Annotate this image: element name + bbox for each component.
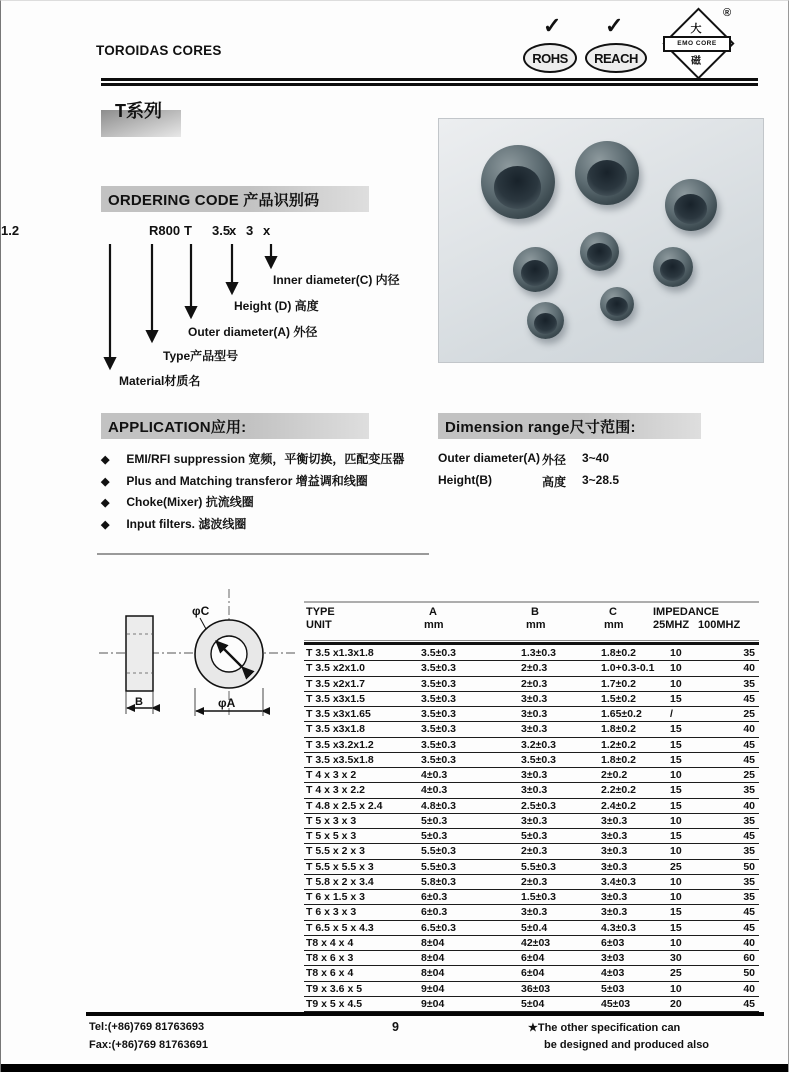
toroid-core-image xyxy=(481,145,555,219)
cell-b: 42±03 xyxy=(521,936,551,949)
table-row xyxy=(304,860,759,875)
table-row xyxy=(304,951,759,966)
dimension-cn-label: 外径 xyxy=(542,453,567,467)
cell-100mhz: 45 xyxy=(743,753,755,766)
cell-100mhz: 50 xyxy=(743,967,755,980)
cell-type: T 3.5 x3x1.65 xyxy=(306,708,371,721)
toroid-core-image xyxy=(653,247,693,287)
cell-100mhz: 35 xyxy=(743,875,755,888)
cell-c: 4±03 xyxy=(601,967,625,980)
cell-type: T 3.5 x3x1.5 xyxy=(306,692,365,705)
cell-25mhz: 10 xyxy=(670,936,682,949)
cell-type: T 6.5 x 5 x 4.3 xyxy=(306,921,374,934)
cell-type: T 3.5 x3.5x1.8 xyxy=(306,753,374,766)
cell-25mhz: 15 xyxy=(670,921,682,934)
cell-type: T 3.5 x1.3x1.8 xyxy=(306,647,374,660)
cell-c: 2.2±0.2 xyxy=(601,784,636,797)
table-row xyxy=(304,829,759,844)
logo-bottom-glyph: 磁 xyxy=(691,56,701,67)
cell-type: T9 x 5 x 4.5 xyxy=(306,997,363,1010)
cell-a: 6±0.3 xyxy=(421,906,448,919)
cell-100mhz: 45 xyxy=(743,830,755,843)
cell-25mhz: 30 xyxy=(670,952,682,965)
cell-type: T9 x 3.6 x 5 xyxy=(306,982,363,995)
cell-100mhz: 40 xyxy=(743,982,755,995)
cell-c: 3±0.3 xyxy=(601,814,628,827)
cell-100mhz: 60 xyxy=(743,952,755,965)
table-row xyxy=(304,814,759,829)
dimension-en-label: Outer diameter(A) xyxy=(438,451,541,465)
col-header-type: TYPE xyxy=(306,606,335,618)
cell-25mhz: / xyxy=(670,708,673,721)
cell-100mhz: 40 xyxy=(743,662,755,675)
cell-c: 1.5±0.2 xyxy=(601,692,636,705)
cell-100mhz: 50 xyxy=(743,860,755,873)
ordering-label: Material材质名 xyxy=(119,374,201,388)
col-header-c: C xyxy=(609,606,617,618)
cell-25mhz: 15 xyxy=(670,738,682,751)
cell-type: T 5 x 3 x 3 xyxy=(306,814,357,827)
cell-100mhz: 35 xyxy=(743,814,755,827)
cell-c: 3±0.3 xyxy=(601,906,628,919)
cell-b: 3±0.3 xyxy=(521,708,548,721)
cell-c: 1.0+0.3-0.1 xyxy=(601,662,655,675)
ordering-code-part: 1.2 xyxy=(1,223,20,238)
table-row xyxy=(304,722,759,737)
col-header-b-unit: mm xyxy=(526,619,546,631)
application-item xyxy=(101,515,431,537)
cell-a: 6.5±0.3 xyxy=(421,921,456,934)
dimension-drawing xyxy=(96,587,306,729)
cell-c: 1.2±0.2 xyxy=(601,738,636,751)
toroid-core-hole xyxy=(587,243,612,265)
cell-c: 3±03 xyxy=(601,952,625,965)
col-header-impedance: IMPEDANCE xyxy=(653,606,720,618)
cell-b: 3±0.3 xyxy=(521,692,548,705)
cell-c: 6±03 xyxy=(601,936,625,949)
table-row xyxy=(304,966,759,981)
cell-25mhz: 10 xyxy=(670,677,682,690)
application-item-text: Plus and Matching transferor 增益调和线圈 xyxy=(126,473,368,488)
cell-b: 36±03 xyxy=(521,982,551,995)
cell-c: 45±03 xyxy=(601,997,631,1010)
cell-a: 3.5±0.3 xyxy=(421,738,456,751)
toroid-core-hole xyxy=(521,260,549,286)
table-row xyxy=(304,875,759,890)
cell-a: 5.8±0.3 xyxy=(421,875,456,888)
col-header-a: A xyxy=(429,606,437,618)
cell-25mhz: 10 xyxy=(670,845,682,858)
cell-25mhz: 10 xyxy=(670,662,682,675)
table-row xyxy=(304,707,759,722)
table-row xyxy=(304,921,759,936)
dimension-value: 3~28.5 xyxy=(582,473,620,487)
cell-type: T 4.8 x 2.5 x 2.4 xyxy=(306,799,383,812)
dimension-range-row xyxy=(438,473,718,495)
cell-b: 2.5±0.3 xyxy=(521,799,556,812)
cell-type: T 3.5 x2x1.7 xyxy=(306,677,365,690)
cell-a: 8±04 xyxy=(421,967,445,980)
toroid-core-hole xyxy=(534,313,557,334)
cell-100mhz: 45 xyxy=(743,692,755,705)
cell-c: 5±03 xyxy=(601,982,625,995)
toroid-core-image xyxy=(527,302,564,339)
cell-type: T 3.5 x3.2x1.2 xyxy=(306,738,374,751)
cell-25mhz: 10 xyxy=(670,769,682,782)
toroid-core-image xyxy=(575,141,639,205)
cell-100mhz: 45 xyxy=(743,997,755,1010)
cell-100mhz: 35 xyxy=(743,784,755,797)
logo-banner-text: EMO CORE xyxy=(663,36,731,52)
col-header-unit: UNIT xyxy=(306,619,332,631)
cell-b: 5±0.4 xyxy=(521,921,548,934)
cell-a: 4±0.3 xyxy=(421,769,448,782)
table-row xyxy=(304,844,759,859)
cell-100mhz: 45 xyxy=(743,921,755,934)
cell-a: 8±04 xyxy=(421,936,445,949)
phi-a-label: φA xyxy=(218,696,236,710)
cell-c: 3±0.3 xyxy=(601,891,628,904)
header-rule-top xyxy=(101,78,758,81)
table-row xyxy=(304,661,759,676)
cell-c: 4.3±0.3 xyxy=(601,921,636,934)
table-row xyxy=(304,677,759,692)
product-photo xyxy=(438,118,764,363)
col-header-c-unit: mm xyxy=(604,619,624,631)
footer-fax: Fax:(+86)769 81763691 xyxy=(89,1039,208,1051)
toroid-core-image xyxy=(665,179,717,231)
col-header-b: B xyxy=(531,606,539,618)
table-row xyxy=(304,768,759,783)
cell-b: 3±0.3 xyxy=(521,814,548,827)
cell-b: 2±0.3 xyxy=(521,845,548,858)
ordering-label: Height (D) 高度 xyxy=(234,299,319,313)
cell-b: 3±0.3 xyxy=(521,723,548,736)
cell-a: 4.8±0.3 xyxy=(421,799,456,812)
cell-b: 1.3±0.3 xyxy=(521,647,556,660)
cell-a: 3.5±0.3 xyxy=(421,723,456,736)
page-number: 9 xyxy=(392,1020,399,1034)
toroid-core-hole xyxy=(587,160,627,196)
cell-100mhz: 25 xyxy=(743,769,755,782)
table-row xyxy=(304,753,759,768)
cell-100mhz: 45 xyxy=(743,906,755,919)
cell-b: 1.5±0.3 xyxy=(521,891,556,904)
cell-b: 3±0.3 xyxy=(521,784,548,797)
table-row xyxy=(304,905,759,920)
diamond-bullet-icon: ◆ xyxy=(101,519,110,532)
cell-c: 2±0.2 xyxy=(601,769,628,782)
table-row xyxy=(304,982,759,997)
cell-25mhz: 25 xyxy=(670,967,682,980)
table-row xyxy=(304,783,759,798)
table-row xyxy=(304,890,759,905)
ordering-label: Type产品型号 xyxy=(163,349,239,363)
table-row xyxy=(304,738,759,753)
ordering-code-part: x xyxy=(229,223,237,238)
application-heading: APPLICATION应用: xyxy=(101,413,369,439)
ordering-code-part: R800 xyxy=(149,223,181,238)
application-item-text: Choke(Mixer) 抗流线圈 xyxy=(126,495,254,510)
dimension-range-list xyxy=(438,451,718,495)
cell-b: 2±0.3 xyxy=(521,875,548,888)
cell-type: T 5.5 x 5.5 x 3 xyxy=(306,860,374,873)
cell-type: T8 x 6 x 3 xyxy=(306,952,354,965)
cell-100mhz: 35 xyxy=(743,845,755,858)
col-header-100mhz: 100MHZ xyxy=(698,619,741,631)
diamond-bullet-icon: ◆ xyxy=(101,475,110,488)
table-header-rule-light xyxy=(304,640,759,641)
application-divider xyxy=(97,553,429,555)
company-logo xyxy=(665,9,737,83)
ordering-code-heading: ORDERING CODE 产品识别码 xyxy=(101,186,369,212)
table-row xyxy=(304,936,759,951)
cell-type: T 4 x 3 x 2 xyxy=(306,769,357,782)
cell-b: 5.5±0.3 xyxy=(521,860,556,873)
cell-25mhz: 20 xyxy=(670,997,682,1010)
cell-b: 6±04 xyxy=(521,967,545,980)
cell-a: 9±04 xyxy=(421,982,445,995)
application-item xyxy=(101,450,431,472)
col-header-25mhz: 25MHZ xyxy=(653,619,690,631)
ordering-code-part: 3 xyxy=(246,223,254,238)
cell-c: 3±0.3 xyxy=(601,845,628,858)
certification-badge xyxy=(523,15,593,77)
table-row xyxy=(304,799,759,814)
cell-25mhz: 10 xyxy=(670,982,682,995)
ordering-code-part: T xyxy=(184,223,192,238)
cell-type: T 3.5 x3x1.8 xyxy=(306,723,365,736)
cell-a: 5±0.3 xyxy=(421,814,448,827)
toroid-core-image xyxy=(580,232,619,271)
cell-b: 2±0.3 xyxy=(521,677,548,690)
application-list xyxy=(101,450,431,537)
cell-a: 3.5±0.3 xyxy=(421,708,456,721)
cell-a: 9±04 xyxy=(421,997,445,1010)
application-item-text: EMI/RFI suppression 宽频，平衡切换，匹配变压器 xyxy=(126,452,405,466)
cell-25mhz: 25 xyxy=(670,860,682,873)
col-header-a-unit: mm xyxy=(424,619,444,631)
footer-tel: Tel:(+86)769 81763693 xyxy=(89,1021,205,1033)
cell-type: T8 x 6 x 4 xyxy=(306,967,354,980)
cell-type: T 3.5 x2x1.0 xyxy=(306,662,365,675)
cell-100mhz: 25 xyxy=(743,708,755,721)
ordering-label: Inner diameter(C) 内径 xyxy=(273,273,400,287)
ordering-code-part: x xyxy=(263,223,271,238)
cell-25mhz: 15 xyxy=(670,723,682,736)
dimension-en-label: Height(B) xyxy=(438,473,492,487)
cell-b: 3.2±0.3 xyxy=(521,738,556,751)
cell-c: 1.8±0.2 xyxy=(601,723,636,736)
cell-a: 4±0.3 xyxy=(421,784,448,797)
toroid-core-hole xyxy=(494,166,541,208)
toroid-core-hole xyxy=(606,297,627,316)
toroid-core-image xyxy=(513,247,558,292)
cell-25mhz: 10 xyxy=(670,814,682,827)
cell-a: 5.5±0.3 xyxy=(421,845,456,858)
cell-25mhz: 15 xyxy=(670,830,682,843)
cell-25mhz: 15 xyxy=(670,799,682,812)
cell-25mhz: 15 xyxy=(670,906,682,919)
table-top-rule xyxy=(304,601,759,603)
series-title: T系列 xyxy=(115,101,162,121)
badge-label: REACH xyxy=(585,43,647,73)
logo-top-glyph: 大 xyxy=(690,23,702,35)
cell-type: T 6 x 1.5 x 3 xyxy=(306,891,365,904)
cell-100mhz: 35 xyxy=(743,647,755,660)
cell-type: T 6 x 3 x 3 xyxy=(306,906,357,919)
application-item xyxy=(101,472,431,494)
cell-25mhz: 10 xyxy=(670,647,682,660)
page-bottom-border xyxy=(1,1064,789,1072)
cell-100mhz: 35 xyxy=(743,677,755,690)
cell-c: 2.4±0.2 xyxy=(601,799,636,812)
dimension-range-heading: Dimension range尺寸范围: xyxy=(438,413,701,439)
cell-b: 3.5±0.3 xyxy=(521,753,556,766)
badge-label: ROHS xyxy=(523,43,577,73)
footer-note-line2: be designed and produced also xyxy=(544,1039,710,1051)
cell-c: 1.8±0.2 xyxy=(601,753,636,766)
cell-100mhz: 40 xyxy=(743,799,755,812)
cell-type: T 5.5 x 2 x 3 xyxy=(306,845,365,858)
cell-25mhz: 15 xyxy=(670,692,682,705)
certification-badge xyxy=(585,15,655,77)
application-item-text: Input filters. 滤波线圈 xyxy=(126,517,247,532)
cell-c: 3.4±0.3 xyxy=(601,875,636,888)
cell-100mhz: 40 xyxy=(743,723,755,736)
cell-a: 6±0.3 xyxy=(421,891,448,904)
registered-mark: ® xyxy=(723,7,732,19)
cell-b: 2±0.3 xyxy=(521,662,548,675)
cell-b: 5±04 xyxy=(521,997,545,1010)
dimension-range-row xyxy=(438,451,718,473)
diamond-bullet-icon: ◆ xyxy=(101,497,110,510)
header-rule-bottom xyxy=(101,83,758,86)
table-header xyxy=(304,605,759,639)
toroid-core-hole xyxy=(660,259,685,282)
footer-note-line1: ★The other specification can xyxy=(528,1022,681,1034)
dimension-value: 3~40 xyxy=(582,451,610,465)
table-header-rule-dark xyxy=(304,642,759,645)
cell-25mhz: 15 xyxy=(670,753,682,766)
cell-type: T 5 x 5 x 3 xyxy=(306,830,357,843)
cell-b: 5±0.3 xyxy=(521,830,548,843)
check-icon: ✓ xyxy=(543,13,562,38)
toroid-core-image xyxy=(600,287,634,321)
cell-a: 5.5±0.3 xyxy=(421,860,456,873)
cell-c: 3±0.3 xyxy=(601,860,628,873)
cell-c: 1.65±0.2 xyxy=(601,708,642,721)
cell-b: 6±04 xyxy=(521,952,545,965)
page-title: TOROIDAS CORES xyxy=(96,43,222,58)
cell-25mhz: 15 xyxy=(670,784,682,797)
spec-table-body xyxy=(304,646,759,1012)
phi-c-label: φC xyxy=(192,604,210,618)
footer-rule xyxy=(86,1012,764,1016)
diamond-bullet-icon: ◆ xyxy=(101,454,110,466)
cell-c: 3±0.3 xyxy=(601,830,628,843)
cell-a: 5±0.3 xyxy=(421,830,448,843)
cell-a: 3.5±0.3 xyxy=(421,677,456,690)
ordering-label: Outer diameter(A) 外径 xyxy=(188,325,318,339)
cell-type: T 5.8 x 2 x 3.4 xyxy=(306,875,374,888)
cell-100mhz: 35 xyxy=(743,891,755,904)
cell-b: 3±0.3 xyxy=(521,906,548,919)
check-icon: ✓ xyxy=(605,13,624,38)
dimension-cn-label: 高度 xyxy=(542,475,567,489)
b-dim-label: B xyxy=(135,696,143,708)
cell-c: 1.8±0.2 xyxy=(601,647,636,660)
cell-type: T8 x 4 x 4 xyxy=(306,936,354,949)
cell-100mhz: 45 xyxy=(743,738,755,751)
cell-25mhz: 10 xyxy=(670,875,682,888)
cell-a: 3.5±0.3 xyxy=(421,692,456,705)
ordering-code-part: 3.5 xyxy=(212,223,231,238)
cell-type: T 4 x 3 x 2.2 xyxy=(306,784,365,797)
table-row xyxy=(304,692,759,707)
cell-a: 3.5±0.3 xyxy=(421,662,456,675)
cell-a: 8±04 xyxy=(421,952,445,965)
table-row xyxy=(304,646,759,661)
toroid-core-hole xyxy=(674,194,707,224)
application-item xyxy=(101,493,431,515)
cell-a: 3.5±0.3 xyxy=(421,647,456,660)
cell-a: 3.5±0.3 xyxy=(421,753,456,766)
cell-25mhz: 10 xyxy=(670,891,682,904)
cell-b: 3±0.3 xyxy=(521,769,548,782)
cell-c: 1.7±0.2 xyxy=(601,677,636,690)
cell-100mhz: 40 xyxy=(743,936,755,949)
table-row xyxy=(304,997,759,1012)
